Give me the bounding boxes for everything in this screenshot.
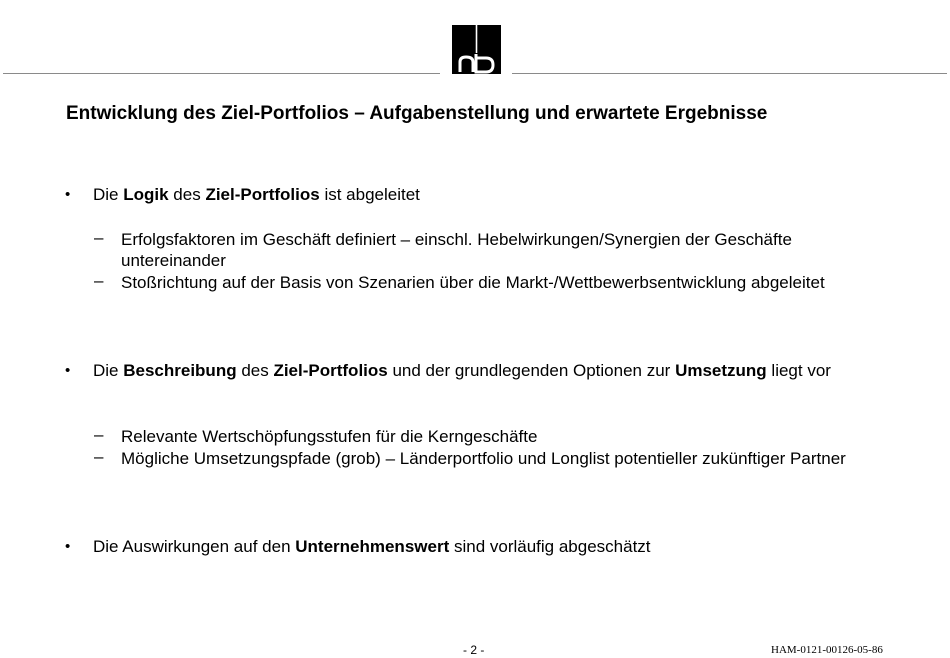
- page-number: - 2 -: [463, 643, 485, 657]
- subitem-umsetzungspfade: – Mögliche Umsetzungspfade (grob) – Länderportfolio und Longlist potentieller zukünftiger Partner: [121, 448, 901, 469]
- bullet-auswirkungen: • Die Auswirkungen auf den Unternehmenswert sind vorläufig abgeschätzt: [93, 536, 893, 557]
- rb-logo-mark-icon: [452, 25, 501, 74]
- bullet-logik: • Die Logik des Ziel-Portfolios ist abgeleitet: [93, 184, 893, 205]
- rb-logo: [452, 25, 501, 74]
- subitem-stossrichtung: – Stoßrichtung auf der Basis von Szenarien über die Markt-/Wettbewerbsentwicklung abgeleitet: [121, 272, 901, 293]
- header-rule-left: [3, 73, 440, 74]
- subitem-wertschoepfung: – Relevante Wertschöpfungsstufen für die Kerngeschäfte: [121, 426, 901, 447]
- page-title: Entwicklung des Ziel-Portfolios – Aufgabenstellung und erwartete Ergebnisse: [66, 103, 768, 124]
- subitem-erfolgsfaktoren: – Erfolgsfaktoren im Geschäft definiert – einschl. Hebelwirkungen/Synergien der Geschäfte untereinander: [121, 229, 901, 271]
- bullet-beschreibung: • Die Beschreibung des Ziel-Portfolios und der grundlegenden Optionen zur Umsetzung liegt vor: [93, 360, 893, 381]
- document-id: HAM-0121-00126-05-86: [771, 644, 883, 656]
- header-rule-right: [512, 73, 947, 74]
